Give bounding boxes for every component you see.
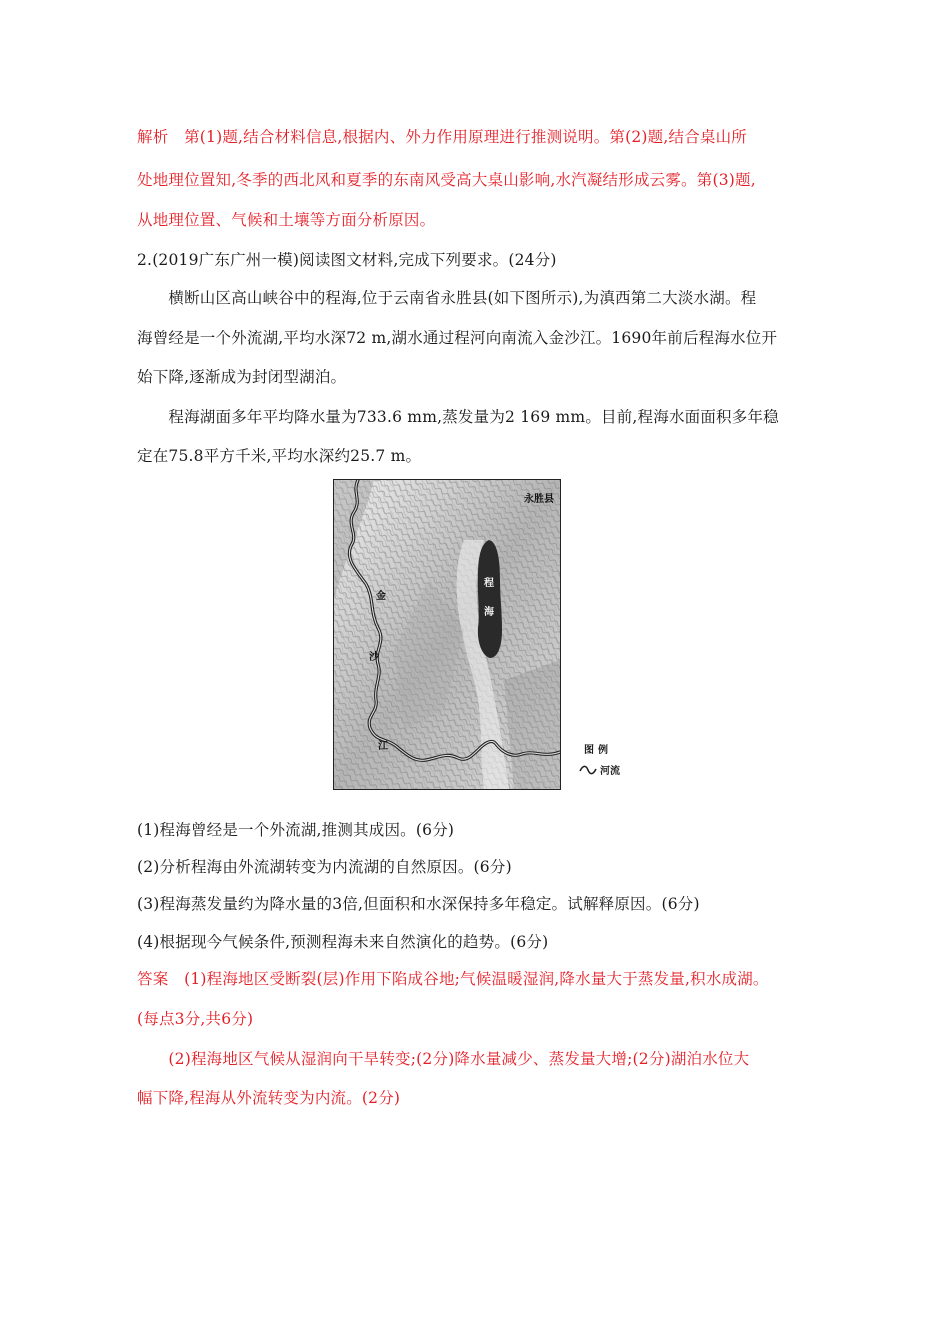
legend-river [579,762,620,777]
legend-river-label: 河流 [600,766,620,777]
material-para2-line2: 定在75.8平方千米,平均水深约25.7 m。 [137,447,422,465]
chenghai-relief-map [333,479,561,790]
river-label-char2: 沙 [369,652,379,663]
answer-line-1: 答案 (1)程海地区受断裂(层)作用下陷成谷地;气候温暖湿润,降水量大于蒸发量,积水成湖。 [137,970,769,988]
analysis-line-3: 从地理位置、气候和土壤等方面分析原因。 [137,211,436,229]
answer-line-2: (每点3分,共6分) [137,1010,254,1028]
material-para1-line3: 始下降,逐渐成为封闭型湖泊。 [137,368,347,386]
material-para1-line2: 海曾经是一个外流湖,平均水深72 m,湖水通过程河向南流入金沙江。1690年前后程海水位开 [137,329,778,347]
subquestion-3: (3)程海蒸发量约为降水量的3倍,但面积和水深保持多年稳定。试解释原因。(6分) [137,895,700,913]
answer-line-3: (2)程海地区气候从湿润向干旱转变;(2分)降水量减少、蒸发量大增;(2分)湖泊水位大 [137,1050,750,1068]
river-symbol-icon [579,765,597,775]
lake-label-char2: 海 [484,607,494,618]
question-heading: 2.(2019广东广州一模)阅读图文材料,完成下列要求。(24分) [137,251,557,269]
material-para2-line1: 程海湖面多年平均降水量为733.6 mm,蒸发量为2 169 mm。目前,程海水面面积多年稳 [137,408,779,426]
analysis-line-2: 处地理位置知,冬季的西北风和夏季的东南风受高大桌山影响,水汽凝结形成云雾。第(3)题, [137,171,756,189]
terrain-graphic [334,480,560,789]
analysis-line-1: 解析 第(1)题,结合材料信息,根据内、外力作用原理进行推测说明。第(2)题,结合桌山所 [137,128,747,146]
subquestion-1: (1)程海曾经是一个外流湖,推测其成因。(6分) [137,821,455,839]
subquestion-2: (2)分析程海由外流湖转变为内流湖的自然原因。(6分) [137,858,512,876]
chenghai-lake [478,540,502,658]
county-label: 永胜县 [524,494,554,505]
legend-title: 图例 [584,745,612,756]
answer-line-4: 幅下降,程海从外流转变为内流。(2分) [137,1089,401,1107]
river-label-char1: 金 [376,591,386,602]
river-label-char3: 江 [378,741,388,752]
subquestion-4: (4)根据现今气候条件,预测程海未来自然演化的趋势。(6分) [137,933,549,951]
lake-label-char1: 程 [484,578,494,589]
material-para1-line1: 横断山区高山峡谷中的程海,位于云南省永胜县(如下图所示),为滇西第二大淡水湖。程 [137,289,757,307]
